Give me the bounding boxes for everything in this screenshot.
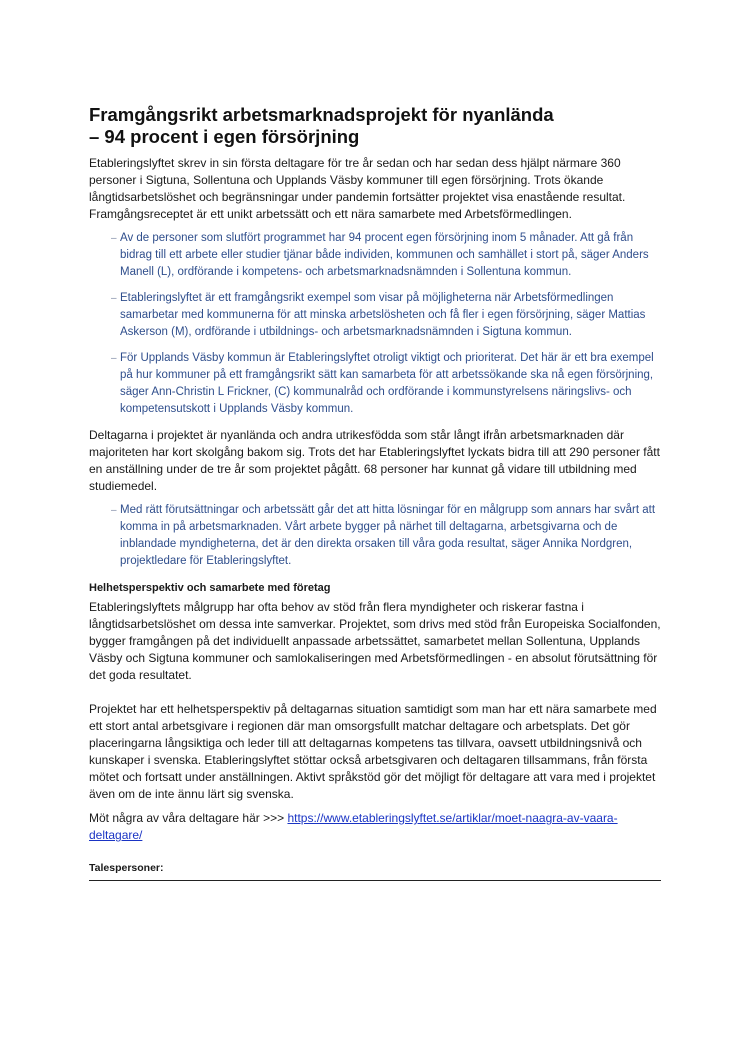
quote-text: Av de personer som slutfört programmet har 94 procent egen försörjning inom 5 månader. Att gå från bidrag till ett arbete eller studier tjänar både individen, kommunen och samhället i stort på, säger Anders Manell (L), ordförande i kompetens- och arbetsmarknadsnämnden i Sollentuna kommun.	[120, 232, 649, 278]
quote-list-1	[89, 230, 661, 418]
dash-bullet: –	[111, 293, 117, 304]
quote-item	[89, 502, 661, 570]
participants-paragraph: Deltagarna i projektet är nyanlända och andra utrikesfödda som står långt ifrån arbetsmarknaden där majoriteten har kort skolgång bakom sig. Trots det har Etableringslyftet lyckats bidra till att 290 personer fått en anställning under de tre år som projektet pågått. 68 personer har kunnat gå vidare till utbildning med studiemedel.	[89, 428, 660, 493]
divider-line	[89, 880, 661, 881]
dash-bullet: –	[111, 353, 117, 364]
quote-item	[89, 290, 661, 341]
holistic-paragraph: Projektet har ett helhetsperspektiv på deltagarnas situation samtidigt som man har ett nära samarbete med ett stort antal arbetsgivare i regionen där man omsorgsfullt matchar deltagare och arbetsplats. Det gör placeringarna långsiktiga och leder till att deltagarnas kompetens tas tillvara, oavsett utbildningsnivå och kunskaper i svenska. Etableringslyftet stöttar också arbetsgivaren och deltagaren tillsammans, från första mötet och fortsatt under anställningen. Aktivt språkstöd gör det möjligt för deltagare att vara med i projektet även om de inte ännu lärt sig svenska.	[89, 702, 657, 801]
quote-text: Etableringslyftet är ett framgångsrikt exempel som visar på möjligheterna när Arbetsförmedlingen samarbetar med kommunerna för att minska arbetslösheten och få fler i egen försörjning, säger Mattias Askerson (M), ordförande i utbildnings- och arbetsmarknadsnämnden i Sigtuna kommun.	[120, 292, 646, 338]
participants-link-line	[89, 810, 661, 844]
quote-item	[89, 230, 661, 281]
quote-text: Med rätt förutsättningar och arbetssätt går det att hitta lösningar för en målgrupp som annars har svårt att komma in på arbetsmarknaden. Vårt arbete bygger på närhet till deltagarna, arbetsgivarna och de inblandade myndigheterna, det är den direkta orsaken till våra goda resultat, säger Annika Nordgren, projektledare för Etableringslyftet.	[120, 504, 656, 567]
spokespersons-label: Talespersoner:	[89, 862, 164, 874]
link-prefix: Möt några av våra deltagare här >>>	[89, 811, 288, 825]
participants-link[interactable]: https://www.etableringslyftet.se/artiklar/moet-naagra-av-vaara-deltagare/	[89, 811, 618, 842]
quote-text: För Upplands Väsby kommun är Etableringslyftet otroligt viktigt och prioriterat. Det här är ett bra exempel på hur kommuner på ett framgångsrikt sätt kan samarbeta för att arbetssökande ska nå egen försörjning, säger Ann-Christin L Frickner, (C) kommunalråd och ordförande i kommunstyrelsens näringslivs- och kompetensutskott i Upplands Väsby kommun.	[120, 352, 654, 415]
quote-list-2	[89, 502, 661, 570]
document-page	[89, 104, 661, 881]
section-heading: Helhetsperspektiv och samarbete med företag	[89, 582, 331, 594]
intro-paragraph: Etableringslyftet skrev in sin första deltagare för tre år sedan och har sedan dess hjälpt närmare 360 personer i Sigtuna, Sollentuna och Upplands Väsby kommuner till egen försörjning. Trots ökande långtidsarbetslöshet och begränsningar under pandemin fortsätter projektet visa enastående resultat. Framgångsreceptet är ett unikt arbetssätt och ett nära samarbete med Arbetsförmedlingen.	[89, 156, 626, 221]
quote-item	[89, 350, 661, 418]
article-title: Framgångsrikt arbetsmarknadsprojekt för nyanlända – 94 procent i egen försörjning	[89, 104, 554, 147]
dash-bullet: –	[111, 505, 117, 516]
dash-bullet: –	[111, 233, 117, 244]
target-group-paragraph: Etableringslyftets målgrupp har ofta behov av stöd från flera myndigheter och riskerar fastna i långtidsarbetslöshet om dessa inte samverkar. Projektet, som drivs med stöd från Europeiska Socialfonden, bygger framgången på det individuellt anpassade arbetssättet, samarbetet mellan Sollentuna, Upplands Väsby och Sigtuna kommuner och samlokaliseringen med Arbetsförmedlingen - en absolut förutsättning för det goda resultatet.	[89, 600, 661, 682]
